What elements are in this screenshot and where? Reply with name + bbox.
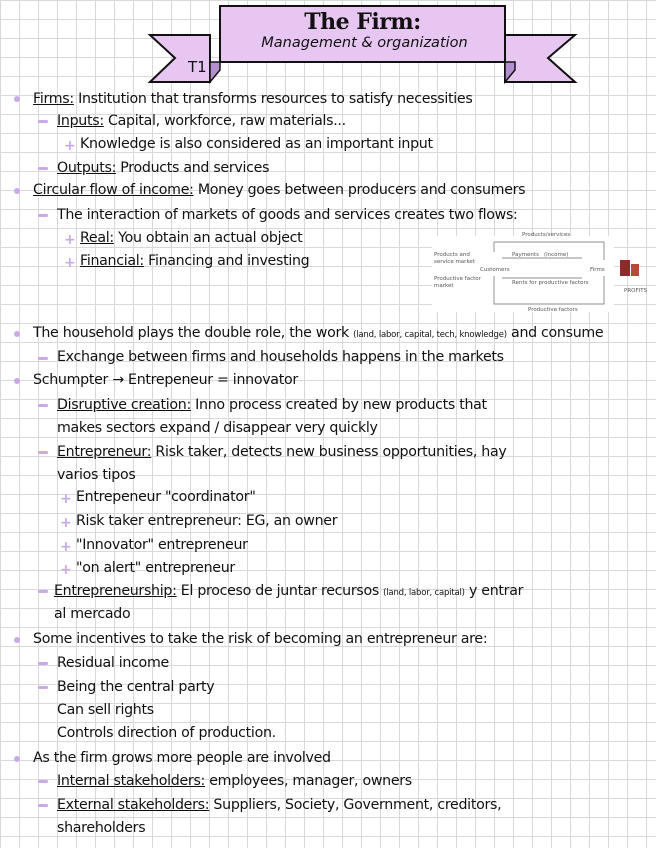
note-residual: Residual income xyxy=(57,655,169,671)
note-internal xyxy=(57,772,412,790)
note-external xyxy=(57,796,501,814)
term-real: Real: xyxy=(80,230,114,246)
plus-marker: + xyxy=(64,138,76,154)
profits-bar xyxy=(620,260,630,276)
plus-marker: + xyxy=(60,562,72,578)
banner-left-fold xyxy=(210,62,220,82)
label-firms: Firms xyxy=(590,267,605,273)
note-outputs xyxy=(57,159,269,177)
plus-marker: + xyxy=(60,491,72,507)
text-firms: Institution that transforms resources to satisfy necessities xyxy=(73,91,473,107)
text-entrepreneurship-end: y entrar xyxy=(464,583,524,599)
note-disruptive-cont: makes sectors expand / disappear very quickly xyxy=(57,420,378,436)
label-income: (income) xyxy=(544,252,569,258)
bullet-dot xyxy=(14,378,20,384)
bullet-dot xyxy=(14,331,20,337)
page-title: The Firm: xyxy=(304,9,421,35)
dash-marker xyxy=(38,451,48,454)
note-entrepreneurship xyxy=(54,582,523,602)
dash-marker xyxy=(38,357,48,360)
bullet-dot xyxy=(14,96,20,102)
text-financial: Financing and investing xyxy=(143,253,310,269)
label-profits: PROFITS xyxy=(624,288,648,294)
term-outputs: Outputs: xyxy=(57,160,117,176)
note-inputs xyxy=(57,112,346,130)
bullet-dot xyxy=(14,188,20,194)
bullet-dot xyxy=(14,637,20,643)
title-banner xyxy=(0,0,656,90)
text-circular-flow: Money goes between producers and consumers xyxy=(193,182,526,198)
banner-right-tail xyxy=(505,35,575,82)
note-household xyxy=(33,324,603,344)
plus-marker: + xyxy=(60,515,72,531)
note-interaction: The interaction of markets of goods and services creates two flows: xyxy=(57,207,518,223)
circular-flow-diagram xyxy=(432,230,656,316)
note-incentives: Some incentives to take the risk of becoming an entrepreneur are: xyxy=(33,631,488,647)
note-central-party: Being the central party xyxy=(57,679,215,695)
label-rents: Rents for productive factors xyxy=(512,280,589,286)
dash-marker xyxy=(38,120,48,123)
profits-bar xyxy=(631,264,639,276)
text-internal: employees, manager, owners xyxy=(205,773,412,789)
dash-marker xyxy=(38,590,48,593)
note-financial xyxy=(80,252,309,270)
plus-marker: + xyxy=(64,232,76,248)
label-payments: Payments xyxy=(512,252,539,258)
label-customers: Customers xyxy=(480,267,510,273)
bullet-dot xyxy=(14,756,20,762)
text-household-a: The household plays the double role, the work xyxy=(33,325,354,341)
label-products-market: Products and service market xyxy=(434,252,475,265)
note-external-cont: shareholders xyxy=(57,820,146,836)
note-firms xyxy=(33,90,472,108)
note-innovator: "Innovator" entrepreneur xyxy=(76,537,248,553)
note-real xyxy=(80,229,302,247)
diagram-lines xyxy=(432,230,656,316)
note-risk-taker: Risk taker entrepreneur: EG, an owner xyxy=(76,513,338,529)
text-disruptive: Inno process created by new products that xyxy=(190,397,487,413)
label-products-services: Products/services xyxy=(522,232,571,238)
term-external: External stakeholders: xyxy=(57,797,210,813)
note-coordinator: Entrepeneur "coordinator" xyxy=(76,489,256,505)
label-productive-factors: Productive factors xyxy=(528,307,578,313)
text-entrepreneurship: El proceso de juntar recursos xyxy=(176,583,384,599)
term-internal: Internal stakeholders: xyxy=(57,773,206,789)
note-circular-flow xyxy=(33,181,525,199)
text-household-small: (land, labor, capital, tech, knowledge) xyxy=(353,330,507,340)
note-disruptive xyxy=(57,396,487,414)
note-exchange: Exchange between firms and households happens in the markets xyxy=(57,349,504,365)
term-inputs: Inputs: xyxy=(57,113,104,129)
term-disruptive: Disruptive creation: xyxy=(57,397,191,413)
note-entrepreneurship-cont: al mercado xyxy=(54,606,131,622)
plus-marker: + xyxy=(60,539,72,555)
note-sell-rights: Can sell rights xyxy=(57,702,154,718)
note-knowledge: Knowledge is also considered as an important input xyxy=(80,136,433,152)
note-on-alert: "on alert" entrepreneur xyxy=(76,560,235,576)
term-entrepreneurship: Entrepreneurship: xyxy=(54,583,177,599)
term-circular-flow: Circular flow of income: xyxy=(33,182,194,198)
dash-marker xyxy=(38,686,48,689)
dash-marker xyxy=(38,804,48,807)
topic-tag: T1 xyxy=(188,58,207,76)
dash-marker xyxy=(38,167,48,170)
note-entrepreneur-cont: varios tipos xyxy=(57,467,136,483)
text-real: You obtain an actual object xyxy=(113,230,303,246)
dash-marker xyxy=(38,404,48,407)
page-subtitle: Management & organization xyxy=(261,35,468,51)
text-inputs: Capital, workforce, raw materials... xyxy=(103,113,346,129)
note-entrepreneur xyxy=(57,443,506,461)
term-entrepreneur: Entrepreneur: xyxy=(57,444,152,460)
text-household-b: and consume xyxy=(506,325,604,341)
term-financial: Financial: xyxy=(80,253,144,269)
plus-marker: + xyxy=(64,255,76,271)
note-schumpeter: Schumpter → Entrepeneur = innovator xyxy=(33,372,298,388)
dash-marker xyxy=(38,780,48,783)
text-external: Suppliers, Society, Government, creditors, xyxy=(209,797,502,813)
diagram-background xyxy=(432,236,614,312)
note-controls: Controls direction of production. xyxy=(57,725,276,741)
text-entrepreneurship-small: (land, labor, capital) xyxy=(383,588,465,598)
note-firm-grows: As the firm grows more people are involved xyxy=(33,750,331,766)
term-firms: Firms: xyxy=(33,91,74,107)
label-factor-market: Productive factor market xyxy=(434,276,481,289)
text-outputs: Products and services xyxy=(116,160,270,176)
dash-marker xyxy=(38,214,48,217)
text-entrepreneur: Risk taker, detects new business opportunities, hay xyxy=(151,444,507,460)
dash-marker xyxy=(38,662,48,665)
